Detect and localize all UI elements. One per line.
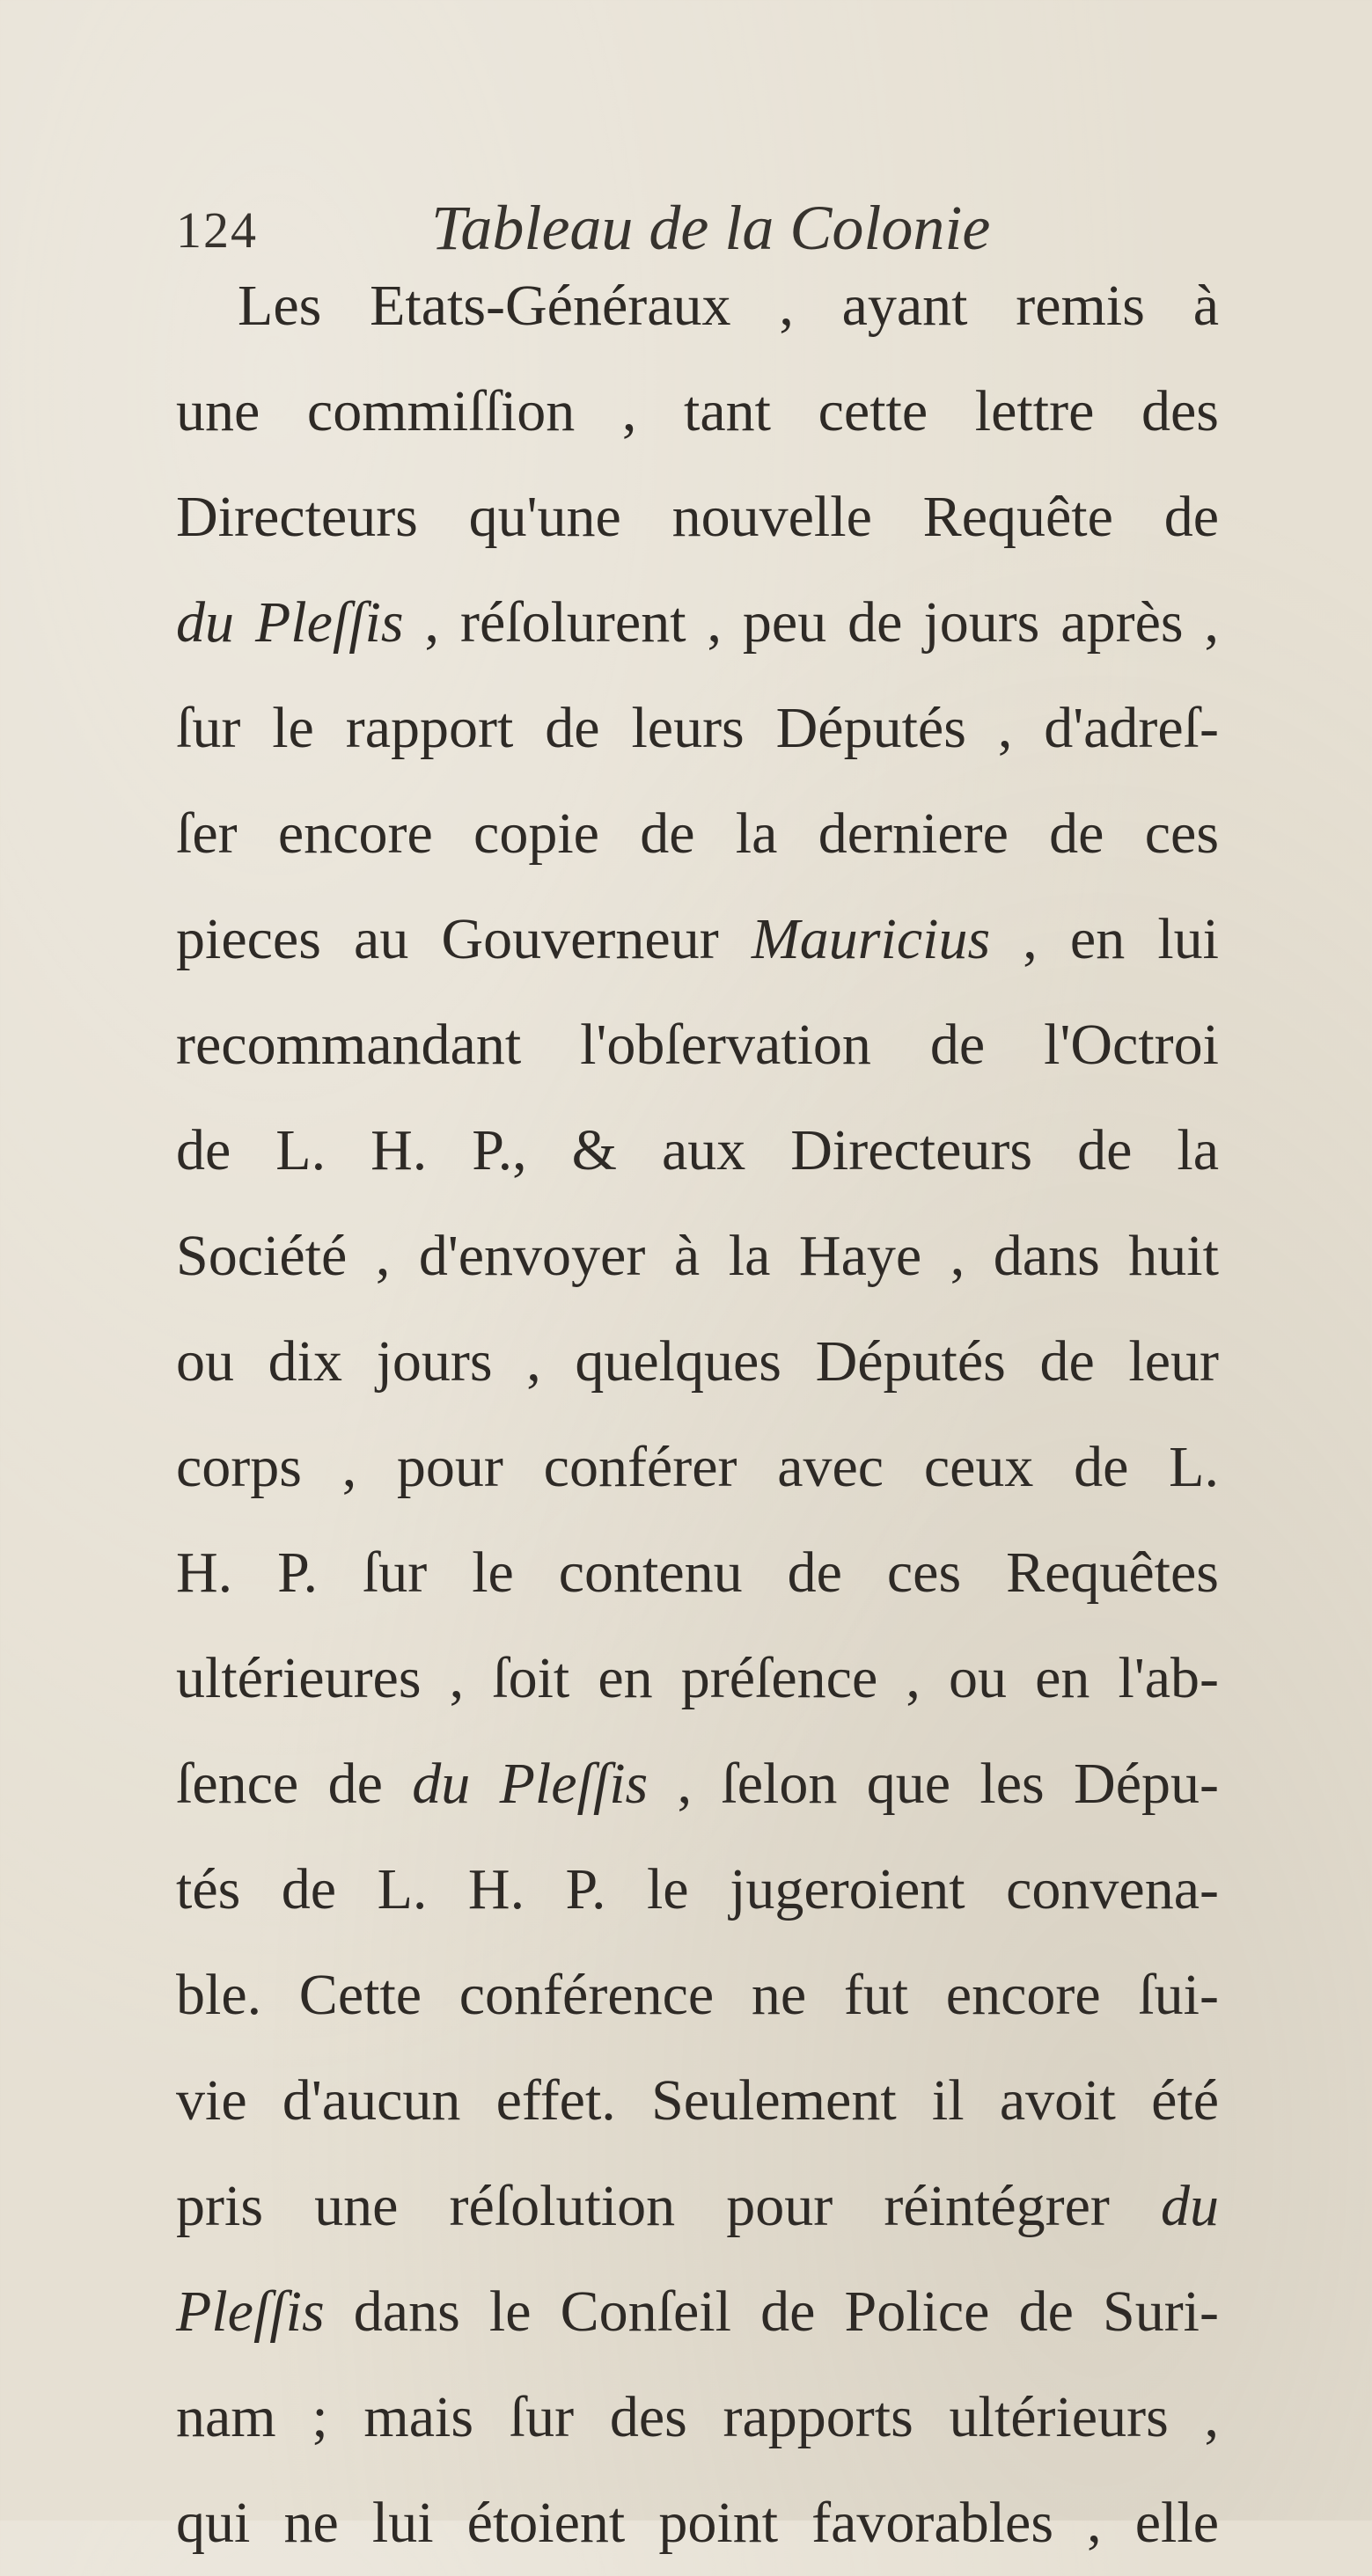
- text-line: ble. Cette conférence ne fut encore ſui-: [176, 1963, 1219, 2027]
- italic-name: Mauricius: [751, 907, 991, 971]
- page-number: 124: [176, 201, 258, 259]
- text-line: ou dix jours , quelques Députés de leur: [176, 1329, 1219, 1394]
- body-text: [176, 253, 1219, 2576]
- text-line: ſence de du Pleſſis , ſelon que les Dépu-: [176, 1752, 1219, 1816]
- italic-name: du: [1161, 2174, 1219, 2238]
- text-line: Pleſſis dans le Conſeil de Police de Suri-: [176, 2280, 1219, 2344]
- running-title: Tableau de la Colonie: [431, 193, 991, 263]
- text-line: Les Etats-Généraux , ayant remis à: [238, 274, 1219, 338]
- text-line: qui ne lui étoient point favorables , elle: [176, 2491, 1219, 2555]
- text-line: ultérieures , ſoit en préſence , ou en l'ab-: [176, 1646, 1219, 1710]
- italic-name: du Pleſſis: [176, 590, 404, 655]
- text-line: une commiſſion , tant cette lettre des: [176, 379, 1219, 443]
- italic-name: du Pleſſis: [412, 1752, 649, 1816]
- text-line: du Pleſſis , réſolurent , peu de jours après ,: [176, 590, 1219, 655]
- text-line: recommandant l'obſervation de l'Octroi: [176, 1013, 1219, 1077]
- text-line: Directeurs qu'une nouvelle Requête de: [176, 485, 1219, 549]
- text-line: ſur le rapport de leurs Députés , d'adreſ-: [176, 696, 1219, 760]
- text-line: tés de L. H. P. le jugeroient convena-: [176, 1857, 1219, 1921]
- italic-name: Pleſſis: [176, 2280, 325, 2344]
- text-line: Société , d'envoyer à la Haye , dans huit: [176, 1224, 1219, 1288]
- text-line: H. P. ſur le contenu de ces Requêtes: [176, 1540, 1219, 1605]
- text-line: vie d'aucun effet. Seulement il avoit été: [176, 2068, 1219, 2133]
- text-line: de L. H. P., & aux Directeurs de la: [176, 1118, 1219, 1182]
- text-line: nam ; mais ſur des rapports ultérieurs ,: [176, 2385, 1219, 2449]
- text-line: corps , pour conférer avec ceux de L.: [176, 1435, 1219, 1499]
- text-line: ſer encore copie de la derniere de ces: [176, 801, 1219, 866]
- text-line: pieces au Gouverneur Mauricius , en lui: [176, 907, 1220, 971]
- text-line: pris une réſolution pour réintégrer du: [176, 2174, 1219, 2238]
